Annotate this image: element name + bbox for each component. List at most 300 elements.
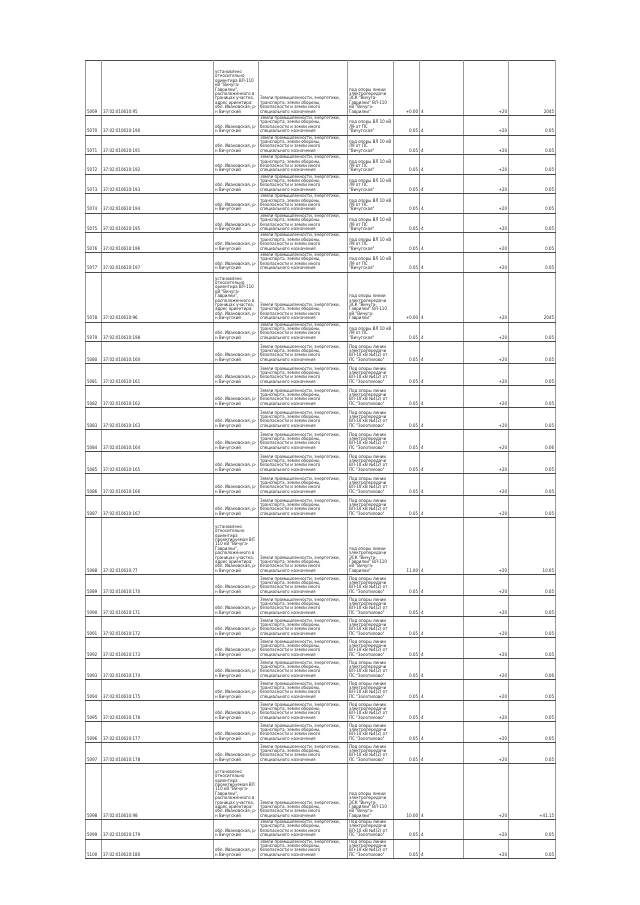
table-row — [86, 61, 556, 116]
table-row — [86, 194, 556, 214]
code-cell: 4 — [420, 116, 464, 136]
value-cell: 2045 — [509, 272, 556, 322]
row-number-cell: 5073 — [86, 174, 102, 194]
permitted-use-cell: под опоры ВЛ 10 кВ Л9 от ПС "Вичугская" — [348, 174, 394, 194]
area-cell: 11.00 — [394, 518, 420, 575]
area-cell: 0.05 — [394, 638, 420, 659]
land-category-cell: Земли промышленности, энергетики, транспорта, земли обороны, безопасности и земли иного специального назначения — [259, 659, 348, 680]
code-cell: 4 — [420, 680, 464, 701]
location-cell: обл. Ивановская, р-н Вичугский — [214, 638, 259, 659]
value-cell: 0.05 — [509, 617, 556, 638]
area-cell: 0.05 — [394, 116, 420, 136]
land-category-cell: Земли промышленности, энергетики, транспорта, земли обороны, безопасности и земли иного специального назначения — [259, 680, 348, 701]
table-row — [86, 820, 556, 840]
row-number-cell: 5093 — [86, 659, 102, 680]
location-cell: обл. Ивановская, р-н Вичугский — [214, 659, 259, 680]
table-row — [86, 764, 556, 820]
land-category-cell: Земли промышленности, энергетики, транспорта, земли обороны, безопасности и земли иного специального назначения — [259, 213, 348, 233]
delta-cell: +20 — [464, 61, 509, 116]
delta-cell: +20 — [464, 213, 509, 233]
value-cell: 0.05 — [509, 575, 556, 596]
location-cell: обл. Ивановская, р-н Вичугский — [214, 743, 259, 764]
row-number-cell: 5077 — [86, 252, 102, 272]
code-cell: 4 — [420, 617, 464, 638]
row-number-cell: 5086 — [86, 474, 102, 496]
delta-cell: +20 — [464, 701, 509, 722]
code-cell: 4 — [420, 596, 464, 617]
location-cell: обл. Ивановская, р-н Вичугский — [214, 342, 259, 364]
location-cell: обл. Ивановская, р-н Вичугский — [214, 496, 259, 518]
permitted-use-cell: под опоры ВЛ 10 кВ Л9 от ПС "Вичугская" — [348, 135, 394, 155]
value-cell: 0.05 — [509, 722, 556, 743]
table-row — [86, 155, 556, 175]
row-number-cell: 5070 — [86, 116, 102, 136]
area-cell: 0.05 — [394, 722, 420, 743]
area-cell: 0.05 — [394, 474, 420, 496]
code-cell: 4 — [420, 820, 464, 840]
row-number-cell: 5074 — [86, 194, 102, 214]
value-cell: 0.05 — [509, 194, 556, 214]
table-row — [86, 617, 556, 638]
location-cell: обл. Ивановская, р-н Вичугский — [214, 722, 259, 743]
table-row — [86, 575, 556, 596]
code-cell: 4 — [420, 496, 464, 518]
cadastral-number-cell: 37:02:010610:163 — [102, 408, 214, 430]
value-cell: 0.05 — [509, 820, 556, 840]
cadastral-number-cell: 37:02:010610:166 — [102, 474, 214, 496]
delta-cell: +20 — [464, 252, 509, 272]
table-row — [86, 386, 556, 408]
land-category-cell: Земли промышленности, энергетики, транспорта, земли обороны, безопасности и земли иного специального назначения — [259, 386, 348, 408]
row-number-cell: 5075 — [86, 213, 102, 233]
value-cell: 0.06 — [509, 430, 556, 452]
code-cell: 4 — [420, 272, 464, 322]
location-cell: обл. Ивановская, р-н Вичугский — [214, 430, 259, 452]
code-cell: 4 — [420, 322, 464, 342]
table-row — [86, 116, 556, 136]
location-cell: установлено относительно ориентира ВЛ-110 кВ "Вичуга-Гаврилки", расположенного в границах участка, адрес ориентира: обл. Ивановская, р-н Вичугский — [214, 272, 259, 322]
code-cell: 4 — [420, 659, 464, 680]
location-cell: обл. Ивановская, р-н Вичугский — [214, 213, 259, 233]
value-cell: 0.05 — [509, 252, 556, 272]
area-cell: 0.05 — [394, 820, 420, 840]
land-category-cell: Земли промышленности, энергетики, транспорта, земли обороны, безопасности и земли иного специального назначения — [259, 722, 348, 743]
location-cell: обл. Ивановская, р-н Вичугский — [214, 596, 259, 617]
value-cell: 0.05 — [509, 155, 556, 175]
delta-cell: +20 — [464, 659, 509, 680]
value-cell: 0.05 — [509, 233, 556, 253]
permitted-use-cell: Под опоры линии электропередачи ВЛ-10 кВ №4(2) от ПС "Золотилово" — [348, 342, 394, 364]
land-category-cell: Земли промышленности, энергетики, транспорта, земли обороны, безопасности и земли иного специального назначения — [259, 430, 348, 452]
permitted-use-cell: Под опоры линии электропередачи ВЛ-10 кВ №4(2) от ПС "Золотилово" — [348, 638, 394, 659]
delta-cell: +20 — [464, 680, 509, 701]
table-row — [86, 342, 556, 364]
land-category-cell: Земли промышленности, энергетики, транспорта, земли обороны, безопасности и земли иного специального назначения — [259, 272, 348, 322]
delta-cell: +20 — [464, 617, 509, 638]
value-cell: 0.05 — [509, 116, 556, 136]
location-cell: обл. Ивановская, р-н Вичугский — [214, 575, 259, 596]
land-category-cell: Земли промышленности, энергетики, транспорта, земли обороны, безопасности и земли иного специального назначения — [259, 820, 348, 840]
delta-cell: +20 — [464, 386, 509, 408]
cadastral-number-cell: 37:02:010610:77 — [102, 518, 214, 575]
permitted-use-cell: Под опоры линии электропередачи ВЛ-10 кВ №4(2) от ПС "Золотилово" — [348, 820, 394, 840]
permitted-use-cell: под опоры линии электропередачи ЭСК "Вичуга-Гаврилки" ВЛ-110 кВ "Вичуга-Гаврилки" — [348, 518, 394, 575]
permitted-use-cell: Под опоры линии электропередачи ВЛ-10 кВ №4(2) от ПС "Золотилово" — [348, 596, 394, 617]
table-row — [86, 408, 556, 430]
area-cell: 0.05 — [394, 364, 420, 386]
table-row — [86, 233, 556, 253]
table-row — [86, 364, 556, 386]
location-cell: обл. Ивановская, р-н Вичугский — [214, 135, 259, 155]
parcel-table — [85, 60, 556, 859]
cadastral-number-cell: 37:02:010610:191 — [102, 135, 214, 155]
location-cell: обл. Ивановская, р-н Вичугский — [214, 820, 259, 840]
location-cell: установлено относительно ориентира проектируемая ВЛ 110 кВ "Вичуга-Гаврилки", расположенного в границах участка, адрес ориентира: обл. Ивановская, р-н Вичугский — [214, 518, 259, 575]
row-number-cell: 5099 — [86, 820, 102, 840]
delta-cell: +20 — [464, 322, 509, 342]
delta-cell: +20 — [464, 764, 509, 820]
land-category-cell: Земли промышленности, энергетики, транспорта, земли обороны, безопасности и земли иного специального назначения — [259, 135, 348, 155]
delta-cell: +20 — [464, 474, 509, 496]
land-category-cell: Земли промышленности, энергетики, транспорта, земли обороны, безопасности и земли иного специального назначения — [259, 701, 348, 722]
row-number-cell: 5081 — [86, 364, 102, 386]
code-cell: 4 — [420, 233, 464, 253]
delta-cell: +20 — [464, 233, 509, 253]
land-category-cell: Земли промышленности, энергетики, транспорта, земли обороны, безопасности и земли иного специального назначения — [259, 61, 348, 116]
value-cell: 0.05 — [509, 364, 556, 386]
area-cell: 0.05 — [394, 430, 420, 452]
delta-cell: +20 — [464, 496, 509, 518]
value-cell: 0.05 — [509, 596, 556, 617]
code-cell: 4 — [420, 518, 464, 575]
table-row — [86, 743, 556, 764]
land-category-cell: Земли промышленности, энергетики, транспорта, земли обороны, безопасности и земли иного специального назначения — [259, 116, 348, 136]
land-category-cell: Земли промышленности, энергетики, транспорта, земли обороны, безопасности и земли иного специального назначения — [259, 764, 348, 820]
row-number-cell: 5097 — [86, 743, 102, 764]
row-number-cell: 5085 — [86, 452, 102, 474]
delta-cell: +20 — [464, 839, 509, 859]
land-category-cell: Земли промышленности, энергетики, транспорта, земли обороны, безопасности и земли иного специального назначения — [259, 617, 348, 638]
permitted-use-cell: под опоры ВЛ 10 кВ Л9 от ПС "Вичугская" — [348, 252, 394, 272]
code-cell: 4 — [420, 839, 464, 859]
area-cell: 0.05 — [394, 155, 420, 175]
code-cell: 4 — [420, 342, 464, 364]
cadastral-number-cell: 37:02:010610:180 — [102, 839, 214, 859]
code-cell: 4 — [420, 430, 464, 452]
land-category-cell: Земли промышленности, энергетики, транспорта, земли обороны, безопасности и земли иного специального назначения — [259, 252, 348, 272]
location-cell: обл. Ивановская, р-н Вичугский — [214, 408, 259, 430]
value-cell: 0.05 — [509, 342, 556, 364]
cadastral-number-cell: 37:02:010610:161 — [102, 364, 214, 386]
value-cell: 0.05 — [509, 474, 556, 496]
cadastral-number-cell: 37:02:010610:190 — [102, 116, 214, 136]
land-category-cell: Земли промышленности, энергетики, транспорта, земли обороны, безопасности и земли иного специального назначения — [259, 233, 348, 253]
permitted-use-cell: Под опоры линии электропередачи ВЛ-10 кВ №4(2) от ПС "Золотилово" — [348, 617, 394, 638]
cadastral-number-cell: 37:02:010610:192 — [102, 155, 214, 175]
cadastral-number-cell: 37:02:010610:176 — [102, 701, 214, 722]
code-cell: 4 — [420, 194, 464, 214]
code-cell: 4 — [420, 174, 464, 194]
delta-cell: +20 — [464, 596, 509, 617]
location-cell: обл. Ивановская, р-н Вичугский — [214, 322, 259, 342]
row-number-cell: 5098 — [86, 764, 102, 820]
land-category-cell: Земли промышленности, энергетики, транспорта, земли обороны, безопасности и земли иного специального назначения — [259, 638, 348, 659]
delta-cell: +20 — [464, 820, 509, 840]
location-cell: обл. Ивановская, р-н Вичугский — [214, 474, 259, 496]
value-cell: 0.05 — [509, 386, 556, 408]
area-cell: 0.05 — [394, 680, 420, 701]
area-cell: 0.05 — [394, 701, 420, 722]
delta-cell: +20 — [464, 743, 509, 764]
table-row — [86, 452, 556, 474]
value-cell: 10.05 — [509, 518, 556, 575]
delta-cell: +20 — [464, 364, 509, 386]
cadastral-number-cell: 37:02:010610:177 — [102, 722, 214, 743]
land-category-cell: Земли промышленности, энергетики, транспорта, земли обороны, безопасности и земли иного специального назначения — [259, 596, 348, 617]
value-cell: 0.06 — [509, 659, 556, 680]
land-category-cell: Земли промышленности, энергетики, транспорта, земли обороны, безопасности и земли иного специального назначения — [259, 743, 348, 764]
row-number-cell: 5089 — [86, 575, 102, 596]
code-cell: 4 — [420, 743, 464, 764]
row-number-cell: 5072 — [86, 155, 102, 175]
area-cell: 0.05 — [394, 596, 420, 617]
value-cell: 2045 — [509, 61, 556, 116]
value-cell: 0.05 — [509, 135, 556, 155]
location-cell: установлено относительно ориентира ВЛ-110 кВ "Вичуга-Гаврилки", расположенного в границах участка, адрес ориентира: обл. Ивановская, р-н Вичугский — [214, 61, 259, 116]
location-cell: обл. Ивановская, р-н Вичугский — [214, 839, 259, 859]
value-cell: 0.05 — [509, 743, 556, 764]
value-cell: 0.05 — [509, 322, 556, 342]
delta-cell: +20 — [464, 518, 509, 575]
delta-cell: +20 — [464, 342, 509, 364]
table-row — [86, 659, 556, 680]
row-number-cell: 5096 — [86, 722, 102, 743]
table-row — [86, 596, 556, 617]
code-cell: 4 — [420, 722, 464, 743]
table-row — [86, 322, 556, 342]
delta-cell: +20 — [464, 135, 509, 155]
permitted-use-cell: Под опоры линии электропередачи ВЛ-10 кВ №4(2) от ПС "Золотилово" — [348, 575, 394, 596]
row-number-cell: 5090 — [86, 596, 102, 617]
area-cell: 0.05 — [394, 496, 420, 518]
cadastral-number-cell: 37:02:010610:198 — [102, 322, 214, 342]
land-category-cell: Земли промышленности, энергетики, транспорта, земли обороны, безопасности и земли иного специального назначения — [259, 575, 348, 596]
location-cell: обл. Ивановская, р-н Вичугский — [214, 701, 259, 722]
cadastral-number-cell: 37:02:010610:95 — [102, 61, 214, 116]
cadastral-number-cell: 37:02:010610:165 — [102, 452, 214, 474]
value-cell: 0.05 — [509, 638, 556, 659]
land-category-cell: Земли промышленности, энергетики, транспорта, земли обороны, безопасности и земли иного специального назначения — [259, 322, 348, 342]
delta-cell: +20 — [464, 155, 509, 175]
cadastral-number-cell: 37:02:010610:174 — [102, 659, 214, 680]
cadastral-number-cell: 37:02:010610:170 — [102, 575, 214, 596]
row-number-cell: 5071 — [86, 135, 102, 155]
location-cell: обл. Ивановская, р-н Вичугский — [214, 364, 259, 386]
area-cell: 0.05 — [394, 194, 420, 214]
area-cell: 0.05 — [394, 174, 420, 194]
code-cell: 4 — [420, 135, 464, 155]
land-category-cell: Земли промышленности, энергетики, транспорта, земли обороны, безопасности и земли иного специального назначения — [259, 364, 348, 386]
value-cell: 0.05 — [509, 701, 556, 722]
row-number-cell: 5087 — [86, 496, 102, 518]
location-cell: установлено относительно ориентира проектируемая ВЛ 110 кВ "Вичуга-Гаврилки", расположенного в границах участка, адрес ориентира: обл. Ивановская, р-н Вичугский — [214, 764, 259, 820]
table-row — [86, 252, 556, 272]
permitted-use-cell: Под опоры линии электропередачи ВЛ-10 кВ №4(2) от ПС "Золотилово" — [348, 386, 394, 408]
row-number-cell: 5082 — [86, 386, 102, 408]
cadastral-number-cell: 37:02:010610:197 — [102, 252, 214, 272]
delta-cell: +20 — [464, 194, 509, 214]
code-cell: 4 — [420, 575, 464, 596]
permitted-use-cell: под опоры линии электропередачи ЭСК "Вичуга-Гаврилки" ВЛ-110 кВ "Вичуга-Гаврилки" — [348, 764, 394, 820]
land-category-cell: Земли промышленности, энергетики, транспорта, земли обороны, безопасности и земли иного специального назначения — [259, 496, 348, 518]
row-number-cell: 5091 — [86, 617, 102, 638]
table-row — [86, 496, 556, 518]
area-cell: 10.00 — [394, 764, 420, 820]
area-cell: 0.05 — [394, 322, 420, 342]
land-category-cell: Земли промышленности, энергетики, транспорта, земли обороны, безопасности и земли иного специального назначения — [259, 839, 348, 859]
area-cell: 0.05 — [394, 839, 420, 859]
area-cell: 0.05 — [394, 233, 420, 253]
table-row — [86, 272, 556, 322]
table-row — [86, 839, 556, 859]
land-category-cell: Земли промышленности, энергетики, транспорта, земли обороны, безопасности и земли иного специального назначения — [259, 342, 348, 364]
row-number-cell: 5080 — [86, 342, 102, 364]
delta-cell: +20 — [464, 272, 509, 322]
cadastral-number-cell: 37:02:010610:178 — [102, 743, 214, 764]
permitted-use-cell: под опоры ВЛ 10 кВ Л9 от ПС "Вичугская" — [348, 322, 394, 342]
code-cell: 4 — [420, 364, 464, 386]
cadastral-number-cell: 37:02:010610:171 — [102, 596, 214, 617]
code-cell: 4 — [420, 701, 464, 722]
cadastral-number-cell: 37:02:010610:167 — [102, 496, 214, 518]
permitted-use-cell: под опоры ВЛ 10 кВ Л9 от ПС "Вичугская" — [348, 155, 394, 175]
land-category-cell: Земли промышленности, энергетики, транспорта, земли обороны, безопасности и земли иного специального назначения — [259, 194, 348, 214]
delta-cell: +20 — [464, 452, 509, 474]
land-category-cell: Земли промышленности, энергетики, транспорта, земли обороны, безопасности и земли иного специального назначения — [259, 452, 348, 474]
table-row — [86, 430, 556, 452]
land-category-cell: Земли промышленности, энергетики, транспорта, земли обороны, безопасности и земли иного специального назначения — [259, 474, 348, 496]
row-number-cell: 5095 — [86, 701, 102, 722]
code-cell: 4 — [420, 61, 464, 116]
code-cell: 4 — [420, 386, 464, 408]
row-number-cell: 5100 — [86, 839, 102, 859]
location-cell: обл. Ивановская, р-н Вичугский — [214, 680, 259, 701]
permitted-use-cell: под опоры линии электропередачи ЭСК "Вичуга-Гаврилки" ВЛ-110 кВ "Вичуга-Гаврилки" — [348, 61, 394, 116]
cadastral-number-cell: 37:02:010610:194 — [102, 194, 214, 214]
permitted-use-cell: Под опоры линии электропередачи ВЛ-10 кВ №4(2) от ПС "Золотилово" — [348, 680, 394, 701]
permitted-use-cell: под опоры ВЛ 10 кВ Л9 от ПС "Вичугская" — [348, 213, 394, 233]
permitted-use-cell: Под опоры линии электропередачи ВЛ-10 кВ №4(2) от ПС "Золотилово" — [348, 659, 394, 680]
delta-cell: +20 — [464, 575, 509, 596]
cadastral-number-cell: 37:02:010610:196 — [102, 233, 214, 253]
cadastral-number-cell: 37:02:010610:98 — [102, 764, 214, 820]
value-cell: +41.15 — [509, 764, 556, 820]
permitted-use-cell: под опоры ВЛ 10 кВ Л9 от ПС "Вичугская" — [348, 233, 394, 253]
area-cell: 0.05 — [394, 408, 420, 430]
table-row — [86, 701, 556, 722]
land-category-cell: Земли промышленности, энергетики, транспорта, земли обороны, безопасности и земли иного специального назначения — [259, 174, 348, 194]
row-number-cell: 5083 — [86, 408, 102, 430]
table-row — [86, 638, 556, 659]
permitted-use-cell: Под опоры линии электропередачи ВЛ-10 кВ №4(2) от ПС "Золотилово" — [348, 364, 394, 386]
table-row — [86, 135, 556, 155]
delta-cell: +20 — [464, 638, 509, 659]
cadastral-number-cell: 37:02:010610:193 — [102, 174, 214, 194]
area-cell: 0.05 — [394, 617, 420, 638]
table-row — [86, 474, 556, 496]
code-cell: 4 — [420, 252, 464, 272]
area-cell: 0.05 — [394, 386, 420, 408]
value-cell: 0.05 — [509, 174, 556, 194]
code-cell: 4 — [420, 408, 464, 430]
table-row — [86, 518, 556, 575]
location-cell: обл. Ивановская, р-н Вичугский — [214, 452, 259, 474]
area-cell: 0.05 — [394, 659, 420, 680]
row-number-cell: 5076 — [86, 233, 102, 253]
permitted-use-cell: Под опоры линии электропередачи ВЛ-10 кВ №4(2) от ПС "Золотилово" — [348, 496, 394, 518]
cadastral-number-cell: 37:02:010610:195 — [102, 213, 214, 233]
row-number-cell: 5092 — [86, 638, 102, 659]
row-number-cell: 5079 — [86, 322, 102, 342]
value-cell: 0.05 — [509, 452, 556, 474]
cadastral-number-cell: 37:02:010610:162 — [102, 386, 214, 408]
permitted-use-cell: Под опоры линии электропередачи ВЛ-10 кВ №4(2) от ПС "Золотилово" — [348, 701, 394, 722]
permitted-use-cell: Под опоры линии электропередачи ВЛ-10 кВ №4(2) от ПС "Золотилово" — [348, 452, 394, 474]
location-cell: обл. Ивановская, р-н Вичугский — [214, 116, 259, 136]
delta-cell: +20 — [464, 408, 509, 430]
area-cell: 0.05 — [394, 452, 420, 474]
delta-cell: +20 — [464, 174, 509, 194]
area-cell: +0.00 — [394, 61, 420, 116]
area-cell: 0.05 — [394, 135, 420, 155]
permitted-use-cell: под опоры линии электропередачи ЭСК "Вичуга-Гаврилки" ВЛ-110 кВ "Вичуга-Гаврилки" — [348, 272, 394, 322]
delta-cell: +20 — [464, 430, 509, 452]
location-cell: обл. Ивановская, р-н Вичугский — [214, 194, 259, 214]
row-number-cell: 5088 — [86, 518, 102, 575]
code-cell: 4 — [420, 155, 464, 175]
row-number-cell: 5078 — [86, 272, 102, 322]
code-cell: 4 — [420, 638, 464, 659]
table-row — [86, 174, 556, 194]
permitted-use-cell: под опоры ВЛ 10 кВ Л9 от ПС "Вичугская" — [348, 116, 394, 136]
value-cell: 0.05 — [509, 680, 556, 701]
code-cell: 4 — [420, 452, 464, 474]
cadastral-number-cell: 37:02:010610:175 — [102, 680, 214, 701]
row-number-cell: 5069 — [86, 61, 102, 116]
land-category-cell: Земли промышленности, энергетики, транспорта, земли обороны, безопасности и земли иного специального назначения — [259, 408, 348, 430]
table-row — [86, 722, 556, 743]
location-cell: обл. Ивановская, р-н Вичугский — [214, 233, 259, 253]
cadastral-number-cell: 37:02:010610:179 — [102, 820, 214, 840]
land-category-cell: Земли промышленности, энергетики, транспорта, земли обороны, безопасности и земли иного специального назначения — [259, 518, 348, 575]
cadastral-number-cell: 37:02:010610:160 — [102, 342, 214, 364]
permitted-use-cell: под опоры ВЛ 10 кВ Л9 от ПС "Вичугская" — [348, 194, 394, 214]
row-number-cell: 5094 — [86, 680, 102, 701]
location-cell: обл. Ивановская, р-н Вичугский — [214, 252, 259, 272]
permitted-use-cell: Под опоры линии электропередачи ВЛ-10 кВ №4(2) от ПС "Золотилово" — [348, 430, 394, 452]
area-cell: 0.05 — [394, 743, 420, 764]
cadastral-number-cell: 37:02:010610:172 — [102, 617, 214, 638]
area-cell: 0.05 — [394, 575, 420, 596]
location-cell: обл. Ивановская, р-н Вичугский — [214, 155, 259, 175]
permitted-use-cell: Под опоры линии электропередачи ВЛ-10 кВ №4(2) от ПС "Золотилово" — [348, 474, 394, 496]
permitted-use-cell: Под опоры линии электропередачи ВЛ-10 кВ №4(2) от ПС "Золотилово" — [348, 408, 394, 430]
table-row — [86, 680, 556, 701]
location-cell: обл. Ивановская, р-н Вичугский — [214, 174, 259, 194]
delta-cell: +20 — [464, 722, 509, 743]
cadastral-number-cell: 37:02:010610:173 — [102, 638, 214, 659]
location-cell: обл. Ивановская, р-н Вичугский — [214, 386, 259, 408]
